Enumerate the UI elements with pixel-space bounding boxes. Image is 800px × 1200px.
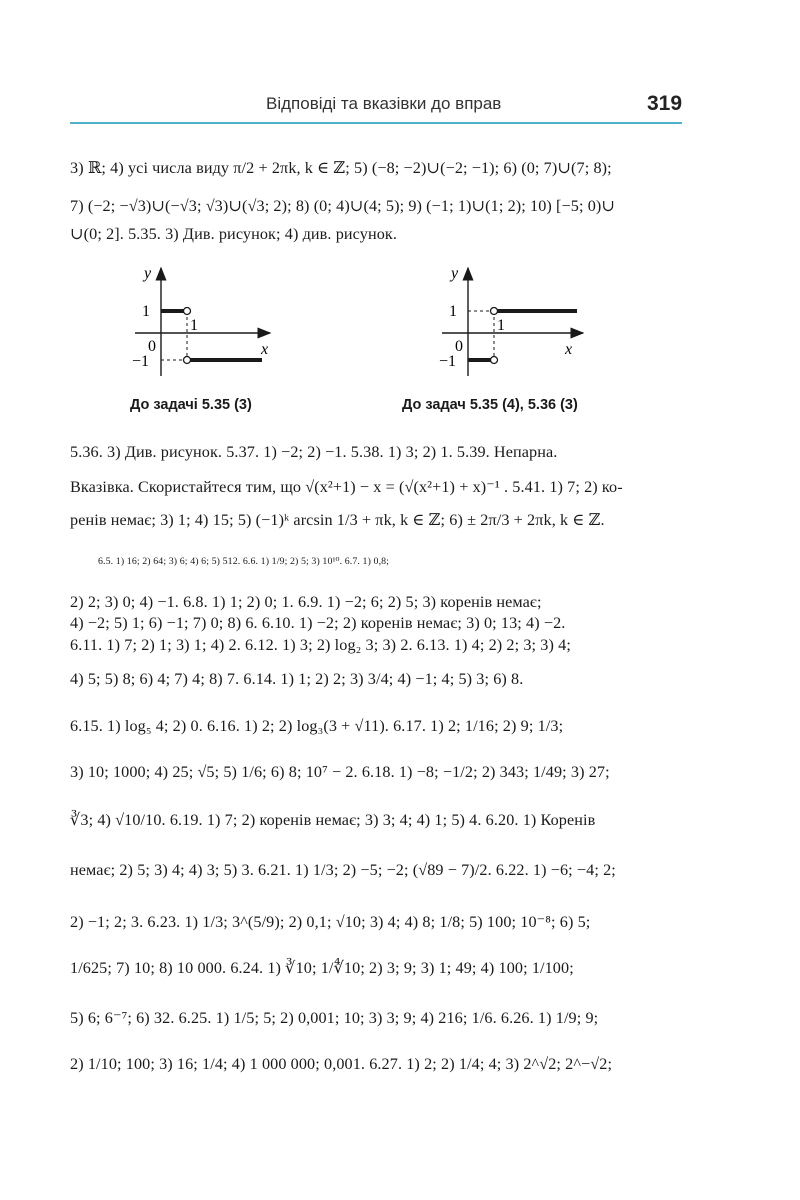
origin-label: 0 [148, 338, 156, 355]
open-point [184, 308, 191, 315]
text-line: Вказівка. Скористайтеся тим, що √(x²+1) − x = (√(x²+1) + x)⁻¹ . 5.41. 1) 7; 2) ко- [70, 478, 623, 496]
text-line: 5) 6; 6⁻⁷; 6) 32. 6.25. 1) 1/5; 5; 2) 0,001; 10; 3) 3; 9; 4) 216; 1/6. 6.26. 1) 1/9; 9; [70, 1009, 599, 1027]
text-line: немає; 2) 5; 3) 4; 4) 3; 5) 3. 6.21. 1) 1/3; 2) −5; −2; (√89 − 7)/2. 6.22. 1) −6; −4; 2; [70, 861, 616, 879]
text-line: 5.36. 3) Див. рисунок. 5.37. 1) −2; 2) −1. 5.38. 1) 3; 2) 1. 5.39. Непарна. [70, 443, 558, 461]
y-axis-label: y [451, 265, 459, 282]
y-axis-label: y [144, 265, 152, 282]
text-line: 6.11. 1) 7; 2) 1; 3) 1; 4) 2. 6.12. 1) 3; 2) log₂ 3; 3) 2. 6.13. 1) 4; 2) 2; 3; 3) 4; [70, 636, 571, 654]
text-line: 6.5. 1) 16; 2) 64; 3) 6; 4) 6; 5) 512. 6.6. 1) 1/9; 2) 5; 3) 10¹⁰. 6.7. 1) 0,8; [98, 556, 390, 567]
graph-figure-2 [427, 258, 597, 383]
text-line: 2) 1/10; 100; 3) 16; 1/4; 4) 1 000 000; 0,001. 6.27. 1) 2; 2) 1/4; 4; 3) 2^√2; 2^−√2; [70, 1055, 613, 1073]
running-header-title: Відповіді та вказівки до вправ [266, 94, 502, 113]
text-line: 4) 5; 5) 8; 6) 4; 7) 4; 8) 7. 6.14. 1) 1; 2) 2; 3) 3/4; 4) −1; 4; 5) 3; 6) 8. [70, 670, 524, 688]
text-line: 1/625; 7) 10; 8) 10 000. 6.24. 1) ∛10; 1/∜10; 2) 3; 9; 3) 1; 49; 4) 100; 1/100; [70, 959, 574, 977]
page-number: 319 [647, 92, 683, 115]
x-axis-label: x [261, 341, 269, 358]
text-line: 6.15. 1) log₅ 4; 2) 0. 6.16. 1) 2; 2) log₃(3 + √11). 6.17. 1) 2; 1/16; 2) 9; 1/3; [70, 717, 564, 735]
graph-figure-1 [120, 258, 290, 383]
header-divider [70, 122, 682, 124]
figure-caption-1: До задачі 5.35 (3) [130, 397, 252, 413]
tick-label-y-minus-one: −1 [132, 353, 150, 370]
open-point [491, 357, 498, 364]
tick-label-y-minus-one: −1 [439, 353, 457, 370]
text-line: ∛3; 4) √10/10. 6.19. 1) 7; 2) коренів немає; 3) 3; 4; 4) 1; 5) 4. 6.20. 1) Коренів [70, 811, 596, 829]
x-axis-label: x [565, 341, 573, 358]
tick-label-x-one: 1 [497, 317, 505, 334]
tick-label-x-one: 1 [190, 317, 198, 334]
origin-label: 0 [455, 338, 463, 355]
text-line: ренів немає; 3) 1; 4) 15; 5) (−1)ᵏ arcsin 1/3 + πk, k ∈ ℤ; 6) ± 2π/3 + 2πk, k ∈ ℤ. [70, 511, 605, 529]
text-line: 2) 2; 3) 0; 4) −1. 6.8. 1) 1; 2) 0; 1. 6.9. 1) −2; 6; 2) 5; 3) коренів немає; [70, 593, 542, 611]
open-point [184, 357, 191, 364]
tick-label-y-one: 1 [142, 303, 150, 320]
tick-label-y-one: 1 [449, 303, 457, 320]
text-line: 4) −2; 5) 1; 6) −1; 7) 0; 8) 6. 6.10. 1) −2; 2) коренів немає; 3) 0; 13; 4) −2. [70, 614, 566, 632]
text-line: ∪(0; 2]. 5.35. 3) Див. рисунок; 4) див. рисунок. [70, 225, 398, 243]
figure-caption-2: До задач 5.35 (4), 5.36 (3) [402, 397, 578, 413]
text-line: 3) 10; 1000; 4) 25; √5; 5) 1/6; 6) 8; 10⁷ − 2. 6.18. 1) −8; −1/2; 2) 343; 1/49; 3) 27; [70, 763, 610, 781]
text-line: 2) −1; 2; 3. 6.23. 1) 1/3; 3^(5/9); 2) 0,1; √10; 3) 4; 4) 8; 1/8; 5) 100; 10⁻⁸; 6) 5; [70, 913, 591, 931]
text-line: 7) (−2; −√3)∪(−√3; √3)∪(√3; 2); 8) (0; 4)∪(4; 5); 9) (−1; 1)∪(1; 2); 10) [−5; 0)∪ [70, 197, 616, 215]
text-line: 3) ℝ; 4) усі числа виду π/2 + 2πk, k ∈ ℤ; 5) (−8; −2)∪(−2; −1); 6) (0; 7)∪(7; 8); [70, 159, 612, 177]
open-point [491, 308, 498, 315]
